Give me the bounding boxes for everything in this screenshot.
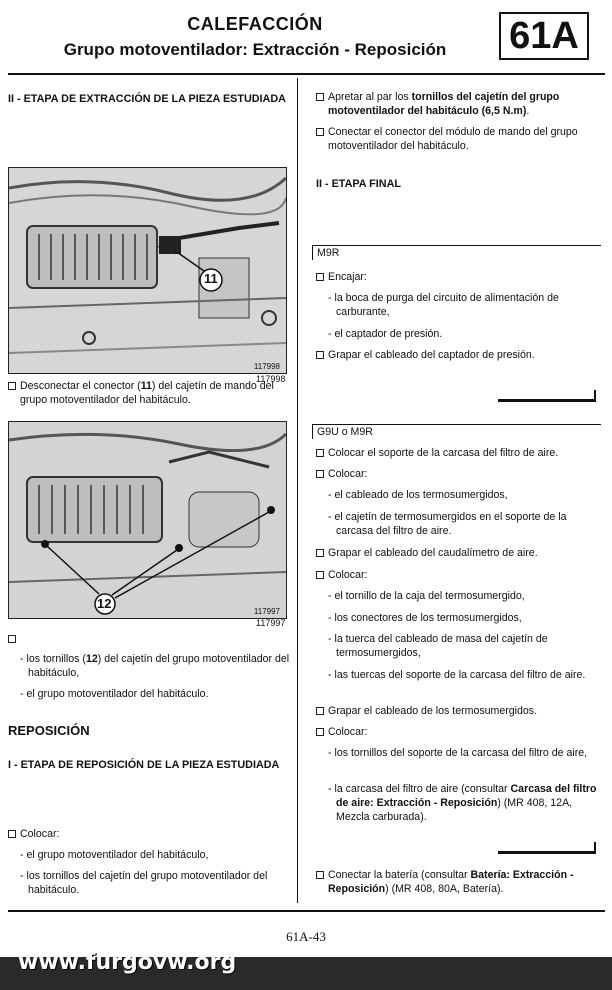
figure-screws-drawing: [9, 422, 286, 618]
watermark-url: www.furgovw.org: [18, 950, 237, 975]
callout-12: 12: [97, 596, 112, 611]
page-subtitle: Grupo motoventilador: Extracción - Reposición: [63, 40, 447, 59]
colocar-blower: - el grupo motoventilador del habitáculo,: [20, 849, 209, 861]
step-colocar-a: Colocar:: [316, 467, 367, 481]
step-connect-module: Conectar el conector del módulo de mando del grupo motoventilador del habitáculo.: [316, 125, 608, 153]
page-title: CALEFACCIÓN: [187, 14, 323, 34]
checkbox-icon: [316, 549, 324, 557]
step-colocar-b: Colocar:: [316, 568, 367, 582]
encajar-purge: - la boca de purga del circuito de alimentación de carburante,: [328, 292, 559, 318]
step-colocar-soporte: Colocar el soporte de la carcasa del filtro de aire.: [316, 446, 608, 460]
engine-label-g9u-m9r: G9U o M9R: [312, 424, 601, 439]
stage-reposition-heading: I - ETAPA DE REPOSICIÓN DE LA PIEZA ESTUDIADA: [8, 759, 280, 771]
colocar-b-tornillo: - el tornillo de la caja del termosumergido,: [328, 590, 525, 602]
step-colocar: Colocar:: [8, 827, 59, 841]
colocar-b-conectores: - los conectores de los termosumergidos,: [328, 612, 522, 624]
stage-final-heading: II - ETAPA FINAL: [316, 178, 401, 190]
engine-label-m9r: M9R: [312, 245, 601, 260]
colocar-b-tuerca-masa: - la tuerca del cableado de masa del cajetín de termosumergidos,: [328, 633, 548, 659]
figure-screws-ref: 117997: [256, 618, 286, 628]
section-code: 61A: [499, 12, 589, 60]
column-divider: [297, 78, 298, 903]
reposicion-heading: REPOSICIÓN: [8, 723, 90, 738]
remove-blower: - el grupo motoventilador del habitáculo.: [20, 688, 209, 700]
step-encajar: Encajar:: [316, 270, 367, 284]
figure-connector-drawing: [9, 168, 286, 373]
checkbox-icon: [316, 273, 324, 281]
checkbox-icon: [316, 128, 324, 136]
figure-screws-ref-small: 117997: [253, 607, 280, 616]
colocar-a-cajetin: - el cajetín de termosumergidos en el soporte de la carcasa del filtro de aire.: [328, 511, 567, 537]
stage-extraction-heading: II - ETAPA DE EXTRACCIÓN DE LA PIEZA ESTUDIADA: [8, 93, 286, 105]
checkbox-icon: [8, 382, 16, 390]
figure-connector-ref: 117998: [256, 374, 286, 384]
figure-connector-ref-small: 117998: [253, 362, 280, 371]
colocar-a-cableado: - el cableado de los termosumergidos,: [328, 489, 508, 501]
encajar-sensor: - el captador de presión.: [328, 328, 443, 340]
checkbox-icon: [316, 728, 324, 736]
colocar-screws: - los tornillos del cajetín del grupo motoventilador del habitáculo.: [20, 870, 268, 896]
remove-screws: - los tornillos (12) del cajetín del grupo motoventilador del habitáculo,: [20, 653, 290, 679]
step-grapar-caudal: Grapar el cableado del caudalímetro de aire.: [316, 546, 608, 560]
step-torque: Apretar al par los tornillos del cajetín del grupo motoventilador del habitáculo (6,5 N.m).: [316, 90, 608, 118]
condition-end-m9r: [498, 399, 596, 402]
checkbox-icon: [8, 635, 16, 643]
checkbox-icon: [316, 351, 324, 359]
checkbox-icon: [316, 571, 324, 579]
step-bateria: Conectar la batería (consultar Batería: Extracción - Reposición) (MR 408, 80A, Batería).: [316, 868, 608, 896]
header-rule: [8, 73, 605, 75]
checkbox-icon: [316, 470, 324, 478]
checkbox-icon: [316, 93, 324, 101]
checkbox-icon: [316, 707, 324, 715]
step-grapar-sensor: Grapar el cableado del captador de presión.: [316, 348, 608, 362]
step-remove: [8, 632, 20, 646]
condition-end-g9u: [498, 851, 596, 854]
footer-rule: [8, 910, 605, 912]
checkbox-icon: [8, 830, 16, 838]
colocar-c-carcasa: - la carcasa del filtro de aire (consultar Carcasa del filtro de aire: Extracción - Reposición) (MR 408, 12A, Mezcla carburada).: [328, 783, 597, 823]
figure-connector: [8, 167, 287, 374]
step-disconnect: Desconectar el conector (11) del cajetín de mando del grupo motoventilador del habitáculo.: [8, 379, 297, 407]
checkbox-icon: [316, 871, 324, 879]
step-grapar-termo: Grapar el cableado de los termosumergidos.: [316, 704, 608, 718]
colocar-b-tuercas: - las tuercas del soporte de la carcasa del filtro de aire.: [328, 669, 586, 681]
figure-screws: [8, 421, 287, 619]
callout-11: 11: [204, 271, 218, 286]
colocar-c-tornillos: - los tornillos del soporte de la carcasa del filtro de aire,: [328, 747, 588, 759]
step-colocar-c: Colocar:: [316, 725, 367, 739]
page-number: 61A-43: [286, 929, 326, 944]
checkbox-icon: [316, 449, 324, 457]
